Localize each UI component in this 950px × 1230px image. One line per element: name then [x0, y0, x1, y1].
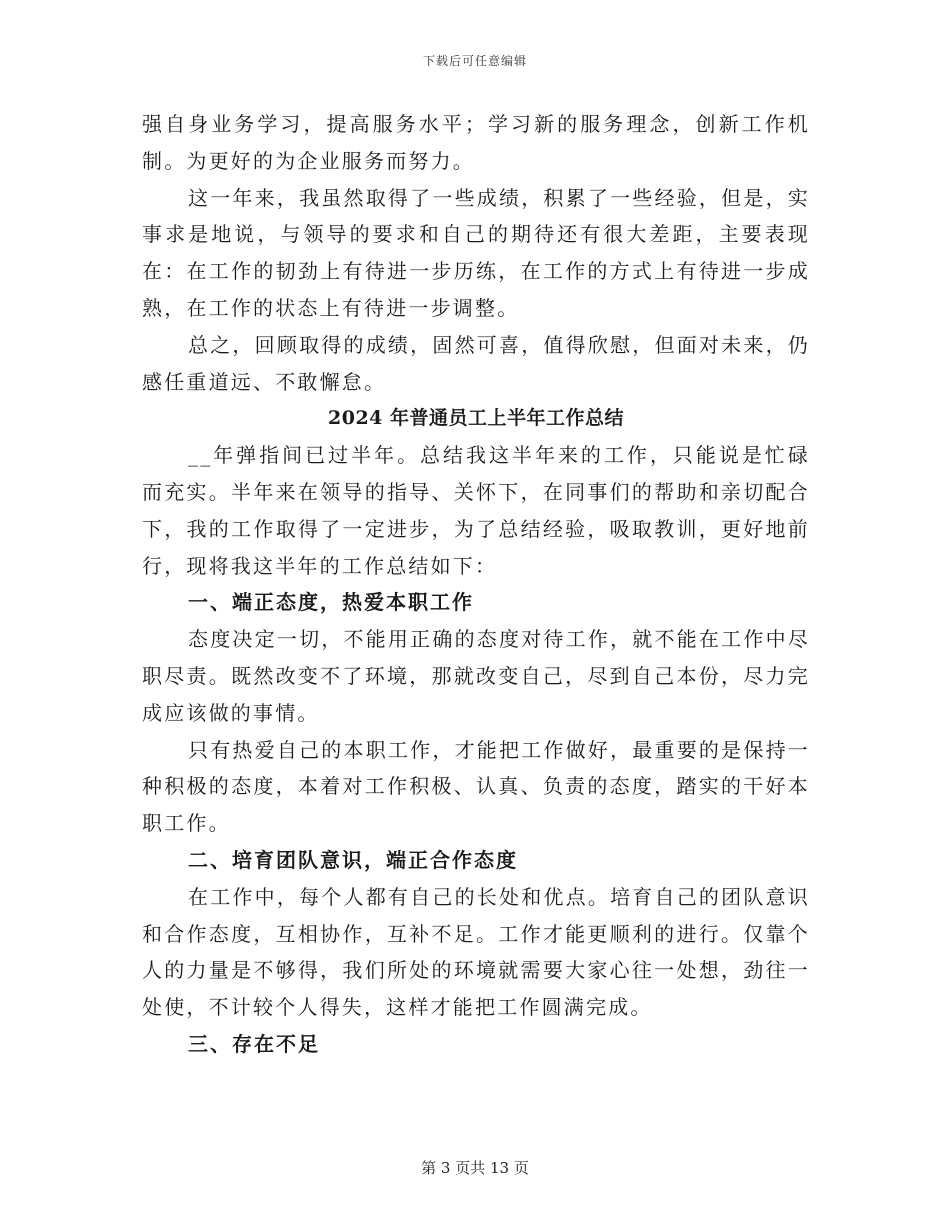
paragraph-attitude-2: 只有热爱自己的本职工作，才能把工作做好，最重要的是保持一种积极的态度，本着对工作积极、认真、负责的态度，踏实的干好本职工作。 — [142, 737, 810, 836]
section-title: 2024 年普通员工上半年工作总结 — [328, 407, 624, 430]
heading-shortcomings: 三、存在不足 — [188, 1031, 320, 1056]
page-header: 下载后可任意编辑 — [422, 54, 527, 68]
paragraph-continued: 强自身业务学习，提高服务水平；学习新的服务理念，创新工作机制。为更好的为企业服务而努力。 — [142, 112, 810, 173]
paragraph-intro: __年弹指间已过半年。总结我这半年来的工作，只能说是忙碌而充实。半年来在领导的指导、关怀下，在同事们的帮助和亲切配合下，我的工作取得了一定进步，为了总结经验，吸取教训，更好地前行，现将我这半年的工作总结如下： — [142, 443, 810, 578]
document-body — [142, 106, 810, 1063]
heading-attitude: 一、端正态度，热爱本职工作 — [188, 590, 474, 615]
paragraph-conclusion: 总之，回顾取得的成绩，固然可喜，值得欣慰，但面对未来，仍感任重道远、不敢懈怠。 — [142, 332, 810, 394]
page-number: 第 3 页共 13 页 — [421, 1159, 529, 1177]
paragraph-achievements: 这一年来，我虽然取得了一些成绩，积累了一些经验，但是，实事求是地说，与领导的要求和自己的期待还有很大差距，主要表现在：在工作的韧劲上有待进一步历练，在工作的方式上有待进一步成熟，在工作的状态上有待进一步调整。 — [142, 185, 810, 320]
paragraph-attitude-1: 态度决定一切，不能用正确的态度对待工作，就不能在工作中尽职尽责。既然改变不了环境，那就改变自己，尽到自己本份，尽力完成应该做的事情。 — [142, 627, 810, 725]
paragraph-teamwork: 在工作中，每个人都有自己的长处和优点。培育自己的团队意识和合作态度，互相协作，互补不足。工作才能更顺利的进行。仅靠个人的力量是不够得，我们所处的环境就需要大家心往一处想，劲往一处使，不计较个人得失，这样才能把工作圆满完成。 — [142, 884, 810, 1020]
heading-teamwork: 二、培育团队意识，端正合作态度 — [188, 847, 518, 872]
